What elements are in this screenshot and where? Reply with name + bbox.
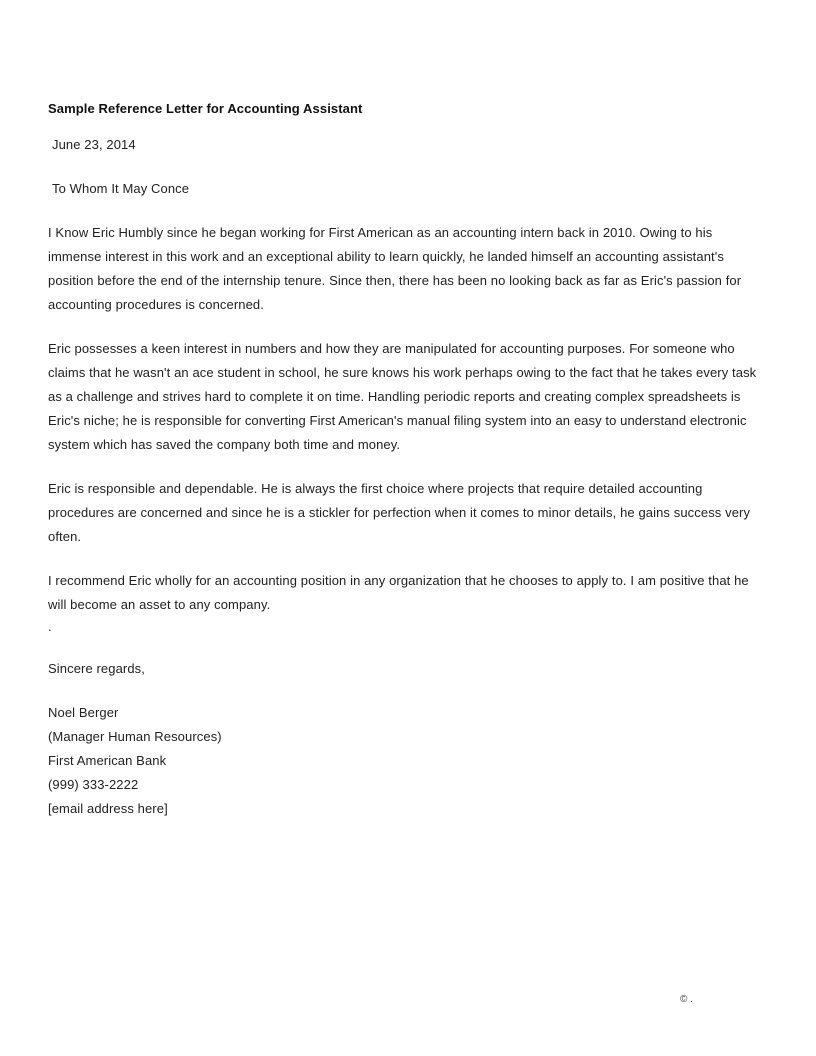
signer-phone: (999) 333-2222 <box>48 777 139 792</box>
letter-date: June 23, 2014 <box>52 137 136 152</box>
body-paragraph-4: I recommend Eric wholly for an accounting position in any organization that he chooses to apply to. I am positive that he will become an asset to any company. <box>48 573 749 612</box>
body-paragraph-2: Eric possesses a keen interest in numbers and how they are manipulated for accounting purposes. For someone who claims that he wasn't an ace student in school, he sure knows his work perhaps owing to the fact that he takes every task as a challenge and strives hard to complete it on time. Handling periodic reports and creating complex spreadsheets is Eric's niche; he is responsible for converting First American's manual filing system into an easy to understand electronic system which has saved the company both time and money. <box>48 341 757 452</box>
signer-position: (Manager Human Resources) <box>48 729 222 744</box>
signer-name: Noel Berger <box>48 705 119 720</box>
body-paragraph-1: I Know Eric Humbly since he began working for First American as an accounting intern back in 2010. Owing to his immense interest in this work and an exceptional ability to learn quickly, he landed himself an accounting assistant's position before the end of the internship tenure. Since then, there has been no looking back as far as Eric's passion for accounting procedures is concerned. <box>48 225 742 312</box>
signer-company: First American Bank <box>48 753 167 768</box>
signature-block <box>48 701 760 821</box>
copyright-mark: © . <box>680 994 693 1005</box>
letter-title: Sample Reference Letter for Accounting Assistant <box>48 101 363 116</box>
signer-email: [email address here] <box>48 801 168 816</box>
letter-page <box>48 99 760 821</box>
body-paragraph-3: Eric is responsible and dependable. He is always the first choice where projects that require detailed accounting procedures are concerned and since he is a stickler for perfection when it comes to minor details, he gains success very often. <box>48 481 751 544</box>
letter-closing: Sincere regards, <box>48 661 145 676</box>
stray-mark: . <box>48 619 52 634</box>
letter-salutation: To Whom It May Conce <box>52 181 190 196</box>
